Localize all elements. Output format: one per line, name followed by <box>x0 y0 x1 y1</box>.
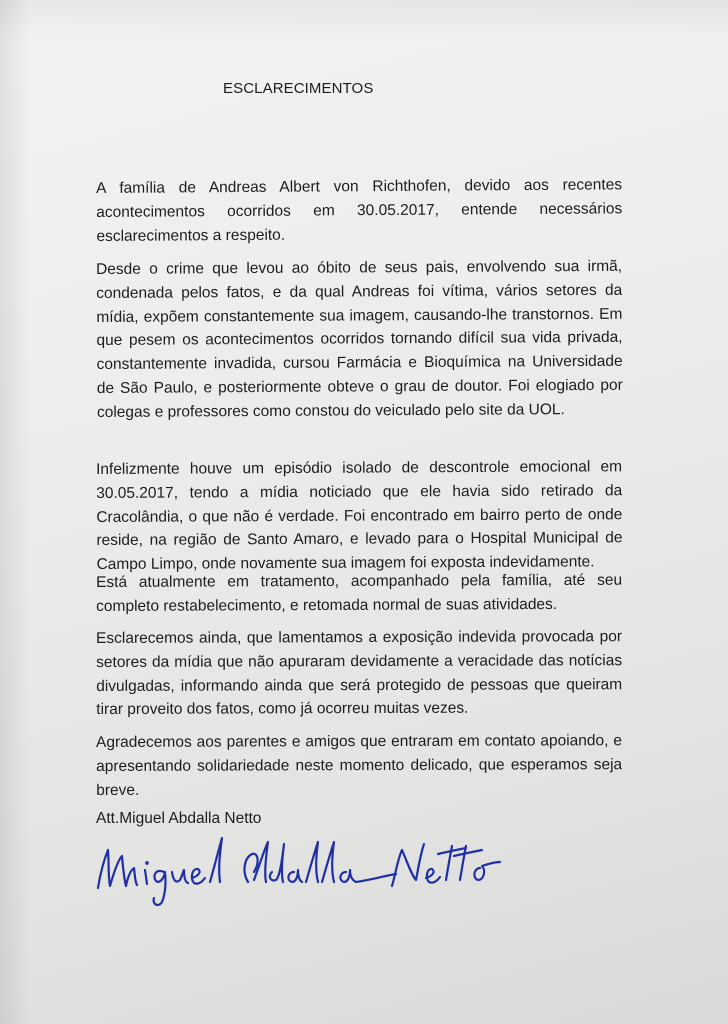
paragraph-thanks: Agradecemos aos parentes e amigos que entraram em contato apoiando, e apresentando solidariedade neste momento delicado, que esperamos seja breve. <box>96 732 623 799</box>
paragraph-treatment: Está atualmente em tratamento, acompanhado pela família, até seu completo restabelecimento, e retomada normal de suas atividades. <box>96 571 623 615</box>
handwritten-signature <box>90 820 510 910</box>
paragraph-intro: A família de Andreas Albert von Richthofen, devido aos recentes acontecimentos ocorridos em 30.05.2017, entende necessários esclarecimentos a respeito. <box>96 176 623 245</box>
page-top-shadow <box>0 0 728 40</box>
attribution-line: Att.Miguel Abdalla Netto <box>96 810 262 827</box>
document-title: ESCLARECIMENTOS <box>223 80 374 97</box>
page-edge-shadow <box>0 0 30 1024</box>
paragraph-background: Desde o crime que levou ao óbito de seus pais, envolvendo sua irmã, condenada pelos fatos, e da qual Andreas foi vítima, vários setores da mídia, expõem constantemente sua imagem, causando-lhe transtornos. Em que pesem os acontecimentos ocorridos tornando difícil sua vida privada, constantemente invadida, cursou Farmácia e Bioquímica na Universidade de São Paulo, e posteriormente obteve o grau de doutor. Foi elogiado por colegas e professores como constou do veiculado pelo site da UOL. <box>96 257 623 421</box>
paragraph-clarification: Esclarecemos ainda, que lamentamos a exposição indevida provocada por setores da mídia que não apuraram devidamente a veracidade das notícias divulgadas, informando ainda que será protegido de pessoas que queiram tirar proveito dos fatos, como já ocorreu muitas vezes. <box>96 628 623 719</box>
paragraph-incident: Infelizmente houve um episódio isolado de descontrole emocional em 30.05.2017, tendo a mídia noticiado que ele havia sido retirado da Cracolândia, o que não é verdade. Foi encontrado em bairro perto de onde reside, na região de Santo Amaro, e levado para o Hospital Municipal de Campo Limpo, onde novamente sua imagem foi exposta indevidamente. <box>96 458 623 574</box>
